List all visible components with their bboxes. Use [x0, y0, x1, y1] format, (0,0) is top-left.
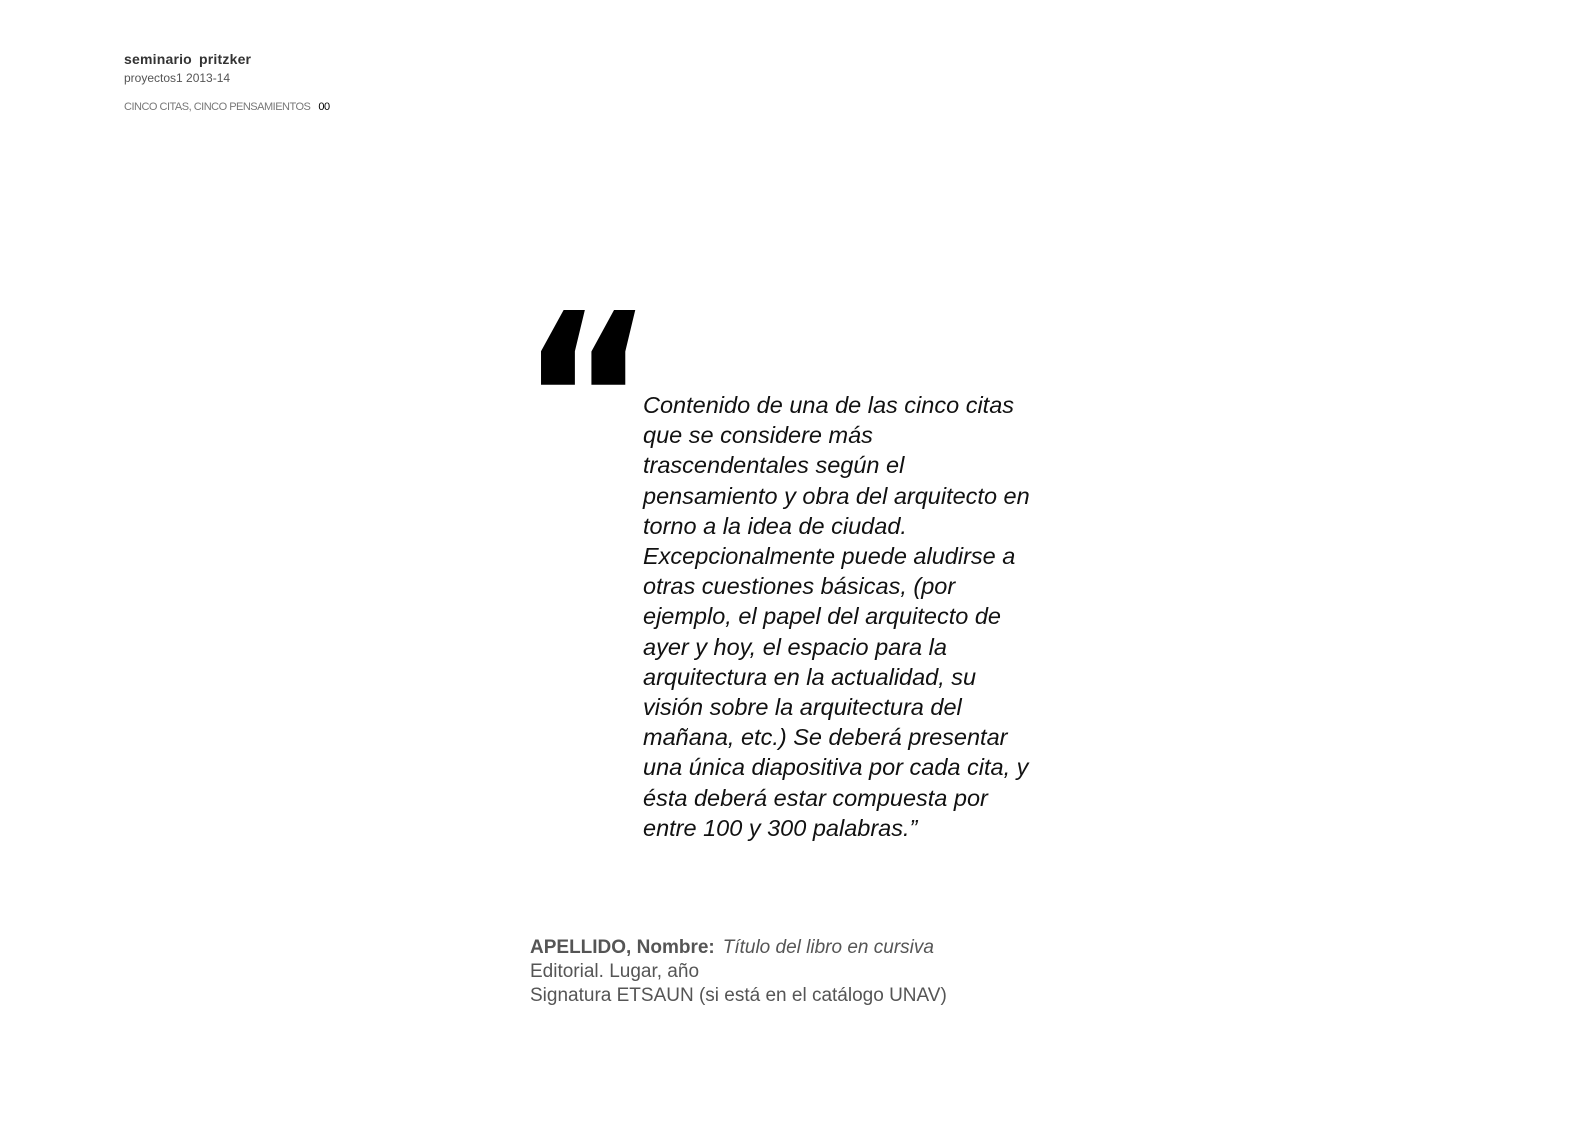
citation-author-line [530, 936, 947, 960]
quote-line: entre 100 y 300 palabras.” [643, 814, 918, 841]
citation-signature: Signatura ETSAUN (si está en el catálogo UNAV) [530, 985, 947, 1006]
quote-line: otras cuestiones básicas, (por [643, 573, 956, 600]
section-line [124, 100, 330, 114]
section-title: CINCO CITAS, CINCO PENSAMIENTOS [124, 101, 311, 113]
quote-text [643, 390, 1073, 843]
citation-book-title: Título del libro en cursiva [722, 937, 934, 958]
quote-line: una única diapositiva por cada cita, y [643, 754, 1029, 781]
quote-line: trascendentales según el [643, 452, 905, 479]
quote-line: ayer y hoy, el espacio para la [643, 633, 947, 660]
citation-publisher: Editorial. Lugar, año [530, 961, 700, 982]
quote-line: ésta deberá estar compuesta por [643, 784, 988, 811]
course-subtitle: proyectos1 2013-14 [124, 71, 231, 85]
quote-line: mañana, etc.) Se deberá presentar [643, 724, 1008, 751]
quote-line: Contenido de una de las cinco citas [643, 392, 1015, 418]
quote-line: arquitectura en la actualidad, su [643, 663, 977, 690]
quote-line: ejemplo, el papel del arquitecto de [643, 603, 1001, 630]
quote-line: que se considere más [643, 422, 873, 449]
citation-block [530, 936, 947, 1008]
citation-author: APELLIDO, Nombre: [530, 937, 715, 958]
quote-line: Excepcionalmente puede aludirse a [643, 543, 1016, 570]
quote-line: visión sobre la arquitectura del [643, 694, 962, 721]
quote-line: pensamiento y obra del arquitecto en [643, 482, 1030, 509]
seminar-title: seminario pritzker [124, 51, 252, 67]
section-number: 00 [318, 101, 330, 113]
quote-line: torno a la idea de ciudad. [643, 512, 907, 539]
header-block [124, 50, 330, 114]
opening-quote-mark: “ [520, 262, 655, 542]
